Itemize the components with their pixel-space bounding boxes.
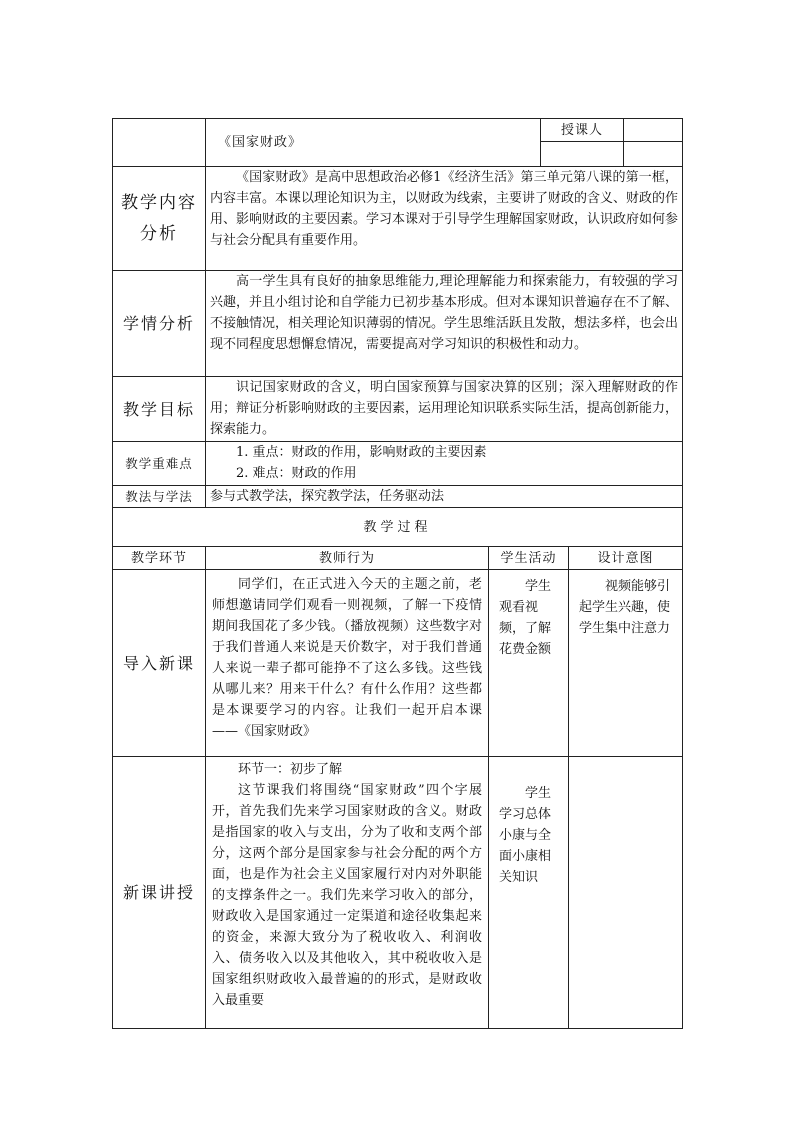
process-title: 教学过程 [113, 508, 683, 547]
blank-cell [541, 142, 624, 167]
new-lesson-teacher-cell [206, 757, 489, 1029]
header-stage: 教学环节 [113, 547, 206, 570]
blank-corner-cell [113, 119, 206, 167]
intro-stage-label: 导入新课 [113, 570, 206, 757]
content-analysis-label: 教学内容分析 [113, 167, 206, 271]
content-analysis-text: 《国家财政》是高中思想政治必修1《经济生活》第三单元第八课的第一框，内容丰富。本课以理论知识为主，以财政为线索，主要讲了财政的含义、财政的作用、影响财政的主要因素。学习本课对于引导学生理解国家财政，认识政府如何参与社会分配具有重要作用。 [206, 167, 683, 271]
intro-teacher-text: 同学们，在正式进入今天的主题之前，老师想邀请同学们观看一则视频，了解一下疫情期间我国花了多少钱。（播放视频）这些数字对于我们普通人来说是天价数字，对于我们普通人来说一辈子都可能挣不了这么多钱。这些钱从哪儿来？用来干什么？有什么作用？这些都是本课要学习的内容。让我们一起开启本课——《国家财政》 [206, 570, 489, 757]
teacher-label: 授课人 [541, 119, 624, 142]
student-analysis-label: 学情分析 [113, 271, 206, 377]
intro-intent-text: 视频能够引起学生兴趣，使学生集中注意力 [569, 570, 683, 757]
key-point-2: 2. 难点：财政的作用 [236, 466, 357, 481]
objectives-label: 教学目标 [113, 377, 206, 442]
header-teacher: 教师行为 [206, 547, 489, 570]
new-lesson-teacher-text: 这节课我们将围绕“国家财政”四个字展开，首先我们先来学习国家财政的含义。财政是指国家的收入与支出，分为了收和支两个部分，这两个部分是国家参与社会分配的两个方面，也是作为社会主义国家履行对内对外职能的支撑条件之一。我们先来学习收入的部分，财政收入是国家通过一定渠道和途径收集起来的资金，来源大致分为了税收收入、利润收入、债务收入以及其他收入，其中税收收入是国家组织财政收入最普遍的的形式，是财政收入最重要 [212, 783, 482, 1008]
key-points-text [206, 442, 683, 486]
lesson-plan-table [112, 118, 683, 1029]
methods-label: 教法与学法 [113, 486, 206, 508]
header-intent: 设计意图 [569, 547, 683, 570]
new-lesson-student-text: 学生学习总体小康与全面小康相关知识 [489, 757, 569, 1029]
intro-student-text: 学生观看视频，了解花费金额 [489, 570, 569, 757]
student-analysis-text: 高一学生具有良好的抽象思维能力,理论理解能力和探索能力，有较强的学习兴趣，并且小组讨论和自学能力已初步基本形成。但对本课知识普遍存在不了解、不接触情况，相关理论知识薄弱的情况。学生思维活跃且发散，想法多样，也会出现不同程度思想懈怠情况，需要提高对学习知识的积极性和动力。 [206, 271, 683, 377]
new-lesson-stage-label: 新课讲授 [113, 757, 206, 1029]
lesson-title: 《国家财政》 [206, 119, 541, 167]
teacher-value [624, 119, 683, 142]
blank-cell [624, 142, 683, 167]
methods-text: 参与式教学法，探究教学法，任务驱动法 [206, 486, 683, 508]
header-student: 学生活动 [489, 547, 569, 570]
objectives-text: 识记国家财政的含义，明白国家预算与国家决算的区别；深入理解财政的作用；辩证分析影响财政的主要因素，运用理论知识联系实际生活，提高创新能力，探索能力。 [206, 377, 683, 442]
key-points-label: 教学重难点 [113, 442, 206, 486]
section-heading: 环节一：初步了解 [238, 762, 343, 777]
key-point-1: 1. 重点：财政的作用，影响财政的主要因素 [236, 445, 487, 460]
new-lesson-intent-text [569, 757, 683, 1029]
